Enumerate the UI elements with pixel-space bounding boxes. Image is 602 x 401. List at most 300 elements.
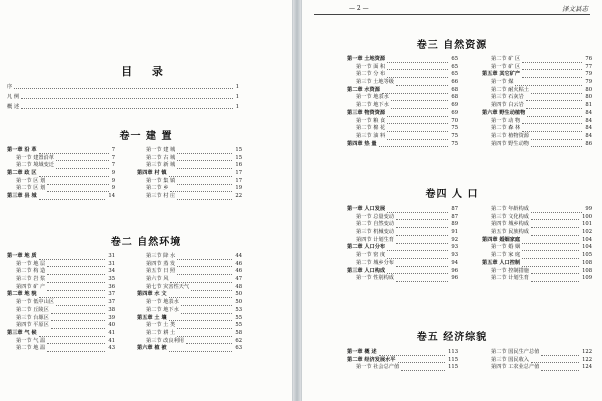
toc-dot-leader	[387, 71, 448, 78]
toc-dot-leader	[531, 87, 582, 94]
toc-dot-leader	[531, 141, 582, 148]
toc-entry-page: 89	[451, 221, 458, 228]
toc-entry	[347, 56, 458, 64]
toc-entry-page: 115	[448, 356, 458, 363]
toc-entry-page: 7	[111, 154, 115, 161]
toc-entry-label: 第三节 国民收入	[491, 356, 529, 363]
toc-entry-label: 第一节 性别构成	[356, 275, 394, 282]
toc-entry-label: 第一节 动 物	[491, 117, 521, 124]
toc-entry-page: 84	[585, 125, 592, 132]
toc-dot-leader	[177, 147, 232, 154]
toc-dot-leader	[387, 64, 448, 71]
toc-entry	[137, 299, 242, 307]
toc-entry-page: 55	[235, 322, 242, 329]
toc-entry	[347, 141, 458, 149]
toc-entry-label: 第二节 地 温	[16, 345, 46, 352]
toc-entry-page: 9	[111, 170, 115, 177]
toc-entry-label: 第二节 地下水	[356, 102, 389, 109]
toc-dot-leader	[396, 229, 448, 236]
toc-entry-page: 65	[451, 56, 458, 62]
toc-dot-leader	[47, 338, 105, 345]
toc-dot-leader	[170, 276, 232, 283]
toc-entry	[482, 102, 592, 110]
toc-dot-leader	[391, 102, 448, 109]
toc-dot-leader	[541, 364, 579, 371]
toc-entry-page: 122	[582, 356, 592, 363]
toc-entry-page: 17	[235, 170, 242, 177]
toc-dot-leader	[51, 322, 105, 329]
toc-entry-page: 105	[582, 252, 592, 259]
toc-dot-leader	[387, 206, 448, 213]
toc-entry-label: 第三节 机械变动	[356, 229, 394, 236]
toc-entry	[137, 185, 242, 193]
toc-entry	[482, 56, 592, 64]
toc-entry-label: 第四节 白云岩	[491, 102, 524, 109]
toc-entry	[482, 260, 592, 268]
toc-entry-page: 36	[108, 283, 115, 290]
toc-entry	[347, 229, 458, 237]
toc-dot-leader	[177, 193, 232, 200]
toc-entry-page: 96	[451, 267, 458, 274]
toc-dot-leader	[387, 252, 448, 259]
toc-entry	[347, 244, 458, 252]
toc-entry-page: 17	[235, 177, 242, 184]
toc-entry-label: 第四章 热 量	[347, 140, 377, 147]
toc-entry-label: 第二节 国民生产总值	[491, 349, 540, 355]
toc-entry-page: 94	[451, 259, 458, 266]
toc-dot-leader	[522, 71, 582, 78]
toc-entry-label: 第一章 地 质	[7, 253, 37, 259]
toc-entry-page: 96	[451, 275, 458, 282]
toc-entry-page: 22	[235, 193, 242, 200]
toc-entry-page: 46	[235, 260, 242, 267]
toc-entry-label: 第三节 石灰岩	[491, 94, 524, 101]
toc-entry-label: 第二节 家 庭	[491, 252, 521, 259]
toc-dot-leader	[522, 252, 579, 259]
toc-entry-label: 第三节 村 庄	[146, 193, 176, 200]
toc-entry-label: 第四节 蒸 发	[146, 260, 176, 267]
toc-entry-label: 第五节 日 照	[146, 268, 176, 275]
vol4-column-2	[482, 206, 592, 283]
toc-entry	[482, 94, 592, 102]
toc-entry-label: 第二节 矿 区	[491, 56, 521, 62]
toc-dot-leader	[531, 206, 582, 213]
toc-entry-page: 65	[451, 63, 458, 70]
toc-entry-label: 第五章 其它矿产	[482, 71, 521, 78]
toc-dot-leader	[401, 364, 445, 371]
toc-entry-page: 92	[451, 236, 458, 243]
toc-entry-page: 84	[585, 117, 592, 124]
vol3-column-1	[347, 56, 458, 148]
toc-dot-leader	[522, 260, 579, 267]
toc-entry	[347, 71, 458, 79]
toc-entry-page: 14	[108, 193, 115, 200]
toc-dot-leader	[170, 185, 232, 192]
toc-entry-label: 概 述	[7, 104, 20, 110]
toc-dot-leader	[526, 102, 582, 109]
right-page	[301, 0, 602, 401]
toc-entry-label: 第二节 地下水	[146, 306, 179, 313]
vol2-column-1	[7, 253, 115, 353]
toc-entry-label: 第三节 台塬区	[16, 314, 49, 321]
book-gutter	[293, 0, 301, 401]
toc-entry	[347, 364, 458, 372]
toc-entry	[482, 110, 592, 118]
toc-entry-label: 第二章 人口分布	[347, 244, 386, 251]
toc-entry	[7, 92, 239, 102]
toc-entry-label: 第三节 新 城	[146, 162, 176, 169]
toc-entry-label: 第三节 岩 浆	[16, 276, 46, 283]
toc-entry	[482, 141, 592, 149]
toc-dot-leader	[396, 275, 448, 282]
toc-dot-leader	[47, 276, 105, 283]
toc-entry	[347, 133, 458, 141]
toc-entry-page: 37	[108, 299, 115, 306]
toc-entry-label: 第四节 城乡构成	[491, 221, 529, 228]
vol1-column-2	[137, 147, 242, 201]
toc-entry-label: 第二节 计划生育	[491, 275, 529, 282]
toc-entry-label: 第一节 社会总产值	[356, 364, 400, 371]
toc-dot-leader	[387, 268, 448, 275]
toc-dot-leader	[177, 162, 232, 169]
toc-entry-label: 第五章 人口控制	[482, 259, 521, 266]
toc-entry-page: 55	[235, 314, 242, 321]
toc-entry-page: 87	[451, 206, 458, 212]
toc-dot-leader	[56, 299, 105, 306]
toc-entry-label: 第一节 集 镇	[146, 177, 176, 184]
toc-entry-label: 第三节 油 料	[356, 132, 386, 139]
toc-dot-leader	[531, 221, 579, 228]
toc-entry-page: 122	[582, 349, 592, 355]
toc-entry	[482, 221, 592, 229]
toc-entry-label: 第一节 建 城	[146, 147, 176, 153]
toc-entry-page: 76	[585, 56, 592, 62]
toc-entry	[137, 307, 242, 315]
toc-entry-page: 69	[451, 102, 458, 109]
toc-entry	[482, 252, 592, 260]
toc-entry-label: 第四节 野生动物	[491, 140, 529, 147]
toc-dot-leader	[181, 299, 232, 306]
toc-entry	[7, 193, 115, 201]
toc-entry-page: 68	[451, 86, 458, 93]
toc-entry-label: 第六节 风	[146, 276, 169, 283]
toc-entry-page: 93	[451, 252, 458, 259]
toc-entry	[137, 147, 242, 155]
toc-entry	[482, 133, 592, 141]
toc-entry-page: 44	[235, 253, 242, 259]
toc-dot-leader	[531, 214, 579, 221]
toc-entry-page: 41	[108, 329, 115, 336]
toc-dot-leader	[47, 268, 105, 275]
toc-dot-leader	[191, 284, 232, 291]
toc-entry-page: 50	[235, 299, 242, 306]
toc-entry	[137, 345, 242, 353]
toc-entry-label: 第二节 境域变迁	[16, 162, 54, 169]
toc-entry-page: 66	[451, 79, 458, 86]
toc-entry	[7, 162, 115, 170]
toc-dot-leader	[56, 155, 109, 162]
toc-entry-page: 104	[582, 244, 592, 251]
toc-entry	[7, 330, 115, 338]
toc-dot-leader	[21, 92, 233, 99]
toc-entry-label: 第一节 控制措施	[491, 267, 529, 274]
toc-dot-leader	[387, 244, 448, 251]
toc-entry-label: 第二节 城乡分布	[356, 259, 394, 266]
toc-dot-leader	[387, 125, 448, 132]
toc-entry-page: 40	[108, 322, 115, 329]
toc-dot-leader	[396, 214, 448, 221]
toc-entry-page: 47	[235, 276, 242, 283]
toc-dot-leader	[391, 94, 448, 101]
toc-dot-leader	[169, 345, 232, 352]
toc-entry	[7, 268, 115, 276]
toc-entry-label: 第二节 耕 土	[146, 329, 176, 336]
toc-dot-leader	[382, 87, 448, 94]
toc-dot-leader	[387, 56, 448, 63]
toc-entry-page: 63	[235, 345, 242, 352]
toc-entry-page: 93	[451, 244, 458, 251]
toc-entry-label: 第一节 面 积	[356, 63, 386, 70]
toc-entry-label: 第二章 政 区	[7, 170, 37, 177]
toc-entry	[482, 229, 592, 237]
toc-entry-page: 80	[585, 86, 592, 93]
toc-dot-leader	[169, 315, 232, 322]
toc-dot-leader	[177, 322, 232, 329]
toc-entry	[7, 253, 115, 261]
volume-heading-5: 卷五 经济综貌	[416, 332, 488, 343]
toc-dot-leader	[526, 94, 582, 101]
toc-entry-page: 79	[585, 79, 592, 86]
toc-entry	[7, 299, 115, 307]
toc-entry	[137, 291, 242, 299]
toc-dot-leader	[396, 237, 448, 244]
toc-dot-leader	[531, 357, 579, 364]
toc-entry-label: 第七节 灾害性天气	[146, 283, 190, 290]
toc-entry-page: 7	[111, 162, 115, 169]
volume-heading-1: 卷一 建 置	[119, 131, 173, 142]
toc-entry-label: 第三节 改良利用	[146, 337, 184, 344]
toc-entry	[7, 276, 115, 284]
toc-dot-leader	[387, 133, 448, 140]
toc-dot-leader	[177, 155, 232, 162]
vol4-column-1	[347, 206, 458, 283]
toc-dot-leader	[387, 110, 448, 117]
left-page	[0, 0, 293, 401]
toc-dot-leader	[398, 357, 445, 364]
toc-entry-page: 100	[582, 213, 592, 220]
toc-entry	[482, 125, 592, 133]
toc-entry	[347, 275, 458, 283]
toc-entry-page: 87	[451, 213, 458, 220]
toc-dot-leader	[14, 82, 233, 89]
toc-entry	[137, 170, 242, 178]
toc-entry-label: 第五节 民族构成	[491, 229, 529, 236]
toc-entry	[482, 364, 592, 372]
toc-entry-page: 70	[451, 117, 458, 124]
toc-entry-page: 39	[108, 314, 115, 321]
front-matter-list	[7, 82, 239, 112]
toc-entry-label: 第四章 婚姻家庭	[482, 236, 521, 243]
toc-entry-label: 第四节 工农业总产值	[491, 364, 540, 371]
toc-entry-page: 84	[585, 109, 592, 116]
toc-dot-leader	[531, 229, 579, 236]
toc-entry-label: 第二节 丘陵区	[16, 306, 49, 313]
toc-entry-page: 80	[585, 94, 592, 101]
toc-entry-page: 124	[582, 364, 592, 371]
toc-entry-label: 第一节 煤	[491, 79, 514, 86]
toc-entry-page: 48	[235, 283, 242, 290]
toc-dot-leader	[47, 261, 105, 268]
toc-entry-label: 第三章 气 候	[7, 329, 37, 336]
toc-dot-leader	[379, 349, 445, 356]
toc-entry-page: 41	[108, 337, 115, 344]
toc-entry	[137, 193, 242, 201]
toc-entry-label: 第一节 区 划	[16, 177, 46, 184]
toc-dot-leader	[177, 178, 232, 185]
toc-entry-label: 第一节 粮 食	[356, 117, 386, 124]
toc-entry-page: 1	[235, 84, 239, 90]
toc-entry-page: 37	[108, 291, 115, 298]
toc-entry	[482, 206, 592, 214]
book-title: 泽文县志	[562, 5, 588, 13]
toc-dot-leader	[39, 253, 105, 260]
vol3-column-2	[482, 56, 592, 148]
toc-entry-label: 第二节 区 划	[16, 185, 46, 192]
toc-entry-page: 75	[451, 132, 458, 139]
toc-dot-leader	[522, 118, 582, 125]
toc-entry	[482, 275, 592, 283]
toc-entry	[347, 110, 458, 118]
toc-entry-page: 43	[108, 345, 115, 352]
toc-entry	[347, 79, 458, 87]
toc-dot-leader	[522, 56, 582, 63]
toc-entry-page: 1	[235, 104, 239, 110]
toc-dot-leader	[522, 64, 582, 71]
toc-dot-leader	[56, 162, 109, 169]
toc-entry-page: 108	[582, 267, 592, 274]
toc-dot-leader	[177, 261, 232, 268]
running-header	[314, 4, 590, 15]
toc-entry-page: 102	[582, 229, 592, 236]
toc-entry-label: 第一节 建置沿革	[16, 154, 54, 161]
toc-dot-leader	[169, 291, 232, 298]
toc-entry-label: 第二章 地 貌	[7, 291, 37, 298]
toc-dot-leader	[515, 79, 582, 86]
toc-dot-leader	[21, 102, 233, 109]
vol5-column-2	[482, 349, 592, 372]
toc-entry-label: 第二节 棉 花	[356, 125, 386, 132]
toc-entry-label: 第六章 植 被	[137, 345, 167, 352]
toc-entry-label: 第三节 文化构成	[491, 213, 529, 220]
toc-entry	[7, 185, 115, 193]
toc-dot-leader	[387, 118, 448, 125]
toc-entry-label: 第一节 低中山区	[16, 299, 54, 306]
toc-entry-label: 第二节 古 城	[146, 154, 176, 161]
toc-entry	[347, 260, 458, 268]
volume-heading-3: 卷三 自然资源	[416, 40, 488, 51]
toc-entry-page: 69	[451, 109, 458, 116]
toc-entry-label: 第一节 矿 区	[491, 63, 521, 70]
toc-dot-leader	[396, 221, 448, 228]
toc-dot-leader	[522, 125, 582, 132]
toc-dot-leader	[531, 268, 579, 275]
toc-entry	[347, 252, 458, 260]
toc-entry-label: 第二节 自然变动	[356, 221, 394, 228]
toc-entry-page: 75	[451, 140, 458, 147]
toc-entry-page: 68	[451, 94, 458, 101]
toc-entry-page: 46	[235, 268, 242, 275]
toc-entry	[482, 71, 592, 79]
toc-entry-page: 108	[582, 259, 592, 266]
toc-entry-label: 第一章 概 述	[347, 349, 377, 355]
toc-entry-page: 79	[585, 71, 592, 78]
toc-dot-leader	[379, 141, 448, 148]
volume-heading-2: 卷二 自然环境	[110, 237, 182, 248]
toc-entry-page: 34	[108, 268, 115, 275]
toc-entry-label: 第四节 平原区	[16, 322, 49, 329]
toc-dot-leader	[177, 268, 232, 275]
toc-entry-label: 序	[7, 84, 13, 90]
toc-entry-label: 第五章 土 壤	[137, 314, 167, 321]
toc-entry-page: 104	[582, 236, 592, 243]
toc-entry-label: 第一节 土 类	[146, 322, 176, 329]
toc-dot-leader	[181, 307, 232, 314]
toc-dot-leader	[531, 275, 579, 282]
toc-entry-page: 16	[235, 162, 242, 169]
toc-dot-leader	[186, 338, 232, 345]
toc-entry-label: 凡 例	[7, 94, 20, 100]
toc-entry-page: 75	[451, 125, 458, 132]
toc-entry-label: 第一章 土地资源	[347, 56, 386, 62]
toc-entry-page: 9	[111, 185, 115, 192]
toc-entry	[7, 307, 115, 315]
toc-entry-page: 31	[108, 253, 115, 259]
toc-entry	[347, 102, 458, 110]
toc-dot-leader	[169, 170, 232, 177]
toc-entry-page: 113	[448, 349, 458, 355]
toc-entry-page: 15	[235, 154, 242, 161]
toc-entry-label: 第一节 密 度	[356, 252, 386, 259]
toc-entry-label: 第二章 经济发展水平	[347, 356, 396, 363]
toc-entry-page: 53	[235, 306, 242, 313]
toc-entry	[482, 349, 592, 357]
vol2-column-2	[137, 253, 242, 353]
toc-dot-leader	[522, 237, 579, 244]
toc-entry	[137, 162, 242, 170]
toc-entry-label: 第二节 分 布	[356, 71, 386, 78]
toc-entry-page: 65	[451, 71, 458, 78]
toc-dot-leader	[177, 253, 232, 260]
toc-entry-label: 第二节 森 林	[491, 125, 521, 132]
toc-entry-label: 第一节 地 层	[16, 260, 46, 267]
toc-entry-page: 77	[585, 63, 592, 70]
toc-entry-label: 第一章 人口发展	[347, 206, 386, 212]
toc-entry	[137, 322, 242, 330]
toc-entry-label: 第二节 构 造	[16, 268, 46, 275]
vol5-column-1	[347, 349, 458, 372]
vol1-column-1	[7, 147, 115, 201]
toc-entry-page: 50	[235, 291, 242, 298]
toc-entry-label: 第四章 水 文	[137, 291, 167, 298]
toc-entry	[7, 345, 115, 353]
toc-entry-label: 第四节 计划生育	[356, 236, 394, 243]
toc-entry	[7, 82, 239, 92]
toc-dot-leader	[51, 315, 105, 322]
toc-entry	[347, 206, 458, 214]
toc-entry	[137, 253, 242, 261]
toc-entry-page: 101	[582, 221, 592, 228]
toc-entry-label: 第三章 县 城	[7, 193, 37, 200]
